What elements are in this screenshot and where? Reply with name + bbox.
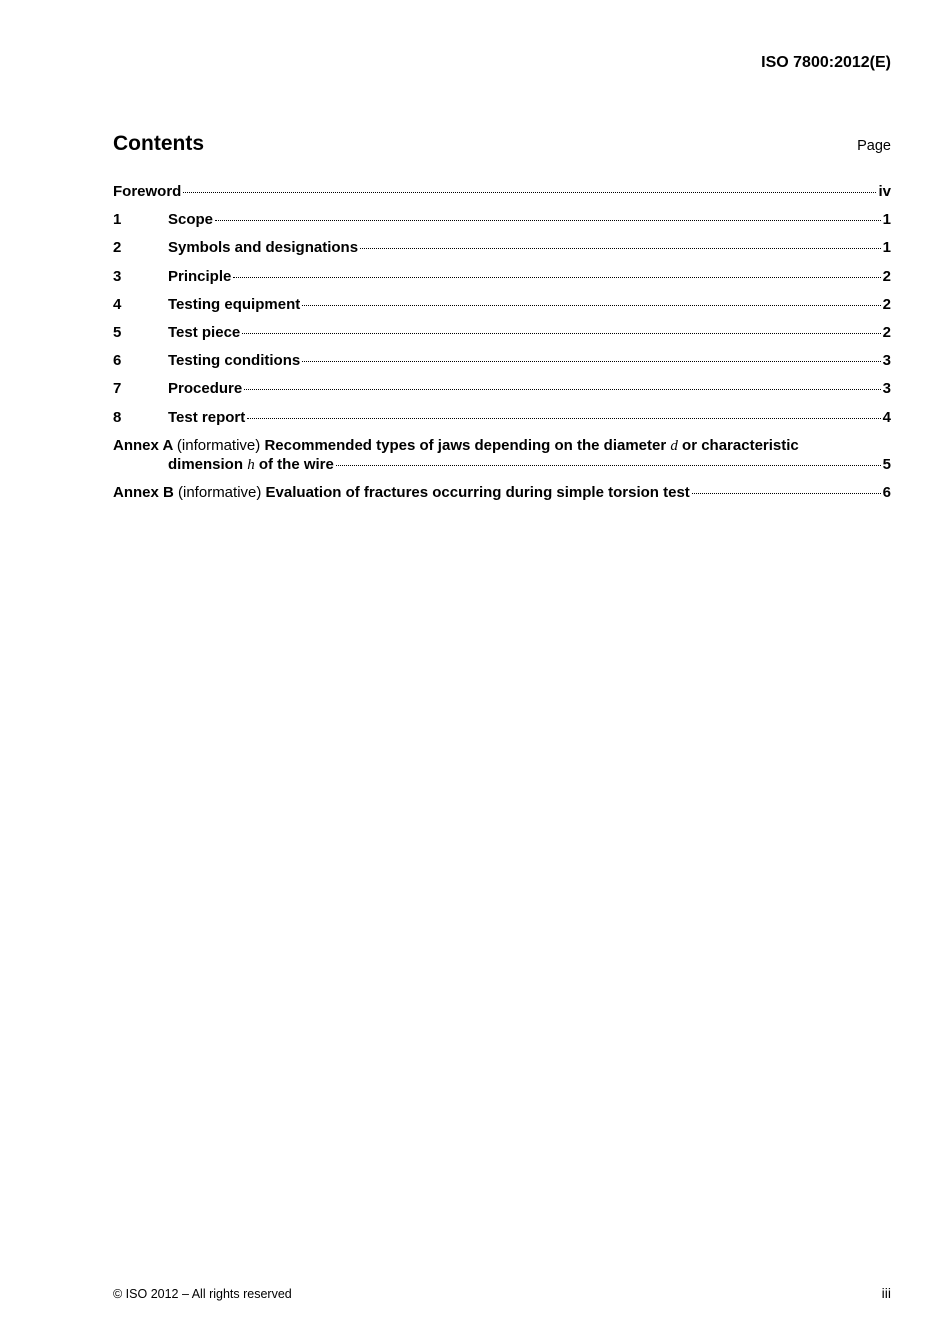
toc-entry-label: Test report (168, 408, 246, 426)
copyright-notice: © ISO 2012 – All rights reserved (113, 1287, 292, 1301)
toc-entry-label: Principle (168, 267, 232, 285)
toc-leader-dots (302, 361, 880, 362)
toc-entry-page: 2 (882, 323, 891, 341)
annex-title-continued: or characteristic (682, 436, 799, 454)
toc-entry-label: Procedure (168, 380, 243, 398)
annex-prefix: Annex A (113, 436, 173, 454)
toc-entry-label: Foreword (113, 183, 182, 200)
toc-entry-4[interactable] (113, 295, 891, 323)
toc-entry-page: 3 (882, 380, 891, 398)
toc-entry-2[interactable] (113, 238, 891, 266)
page-number: iii (881, 1285, 891, 1301)
toc-entry-page: iv (878, 183, 891, 200)
toc-entry-label: Testing conditions (168, 352, 301, 370)
variable-h: h (247, 456, 255, 473)
table-of-contents (113, 182, 891, 511)
toc-leader-dots (183, 192, 876, 193)
toc-entry-page: 5 (882, 455, 891, 473)
toc-entry-page: 4 (882, 408, 891, 426)
annex-title-word: of the wire (258, 455, 334, 473)
toc-leader-dots (247, 418, 880, 419)
toc-entry-6[interactable] (113, 351, 891, 379)
toc-leader-dots (692, 493, 881, 494)
document-id: ISO 7800:2012(E) (761, 54, 891, 71)
toc-entry-page: 1 (882, 239, 891, 257)
toc-leader-dots (215, 220, 881, 221)
toc-entry-7[interactable] (113, 379, 891, 407)
toc-entry-page: 6 (882, 483, 891, 501)
annex-title: Recommended types of jaws depending on the diameter (264, 436, 667, 454)
toc-entry-1[interactable] (113, 210, 891, 238)
variable-d: d (670, 437, 678, 454)
toc-entry-number: 3 (113, 267, 122, 285)
annex-title-word: dimension (168, 455, 244, 473)
toc-entry-label: Testing equipment (168, 295, 301, 313)
contents-title: Contents (113, 132, 204, 155)
toc-entry-annex-a[interactable] (113, 436, 891, 483)
toc-entry-label: Symbols and designations (168, 239, 359, 257)
toc-entry-page: 3 (882, 352, 891, 370)
annex-prefix: Annex B (113, 483, 174, 501)
annex-entry-label (113, 483, 690, 502)
toc-leader-dots (233, 277, 880, 278)
annex-type: (informative) (176, 436, 261, 454)
toc-entry-page: 1 (882, 211, 891, 229)
toc-leader-dots (360, 248, 881, 249)
toc-entry-foreword[interactable] (113, 182, 891, 210)
toc-leader-dots (244, 389, 880, 390)
toc-leader-dots (302, 305, 880, 306)
toc-entry-page: 2 (882, 295, 891, 313)
toc-leader-dots (242, 333, 880, 334)
toc-entry-8[interactable] (113, 408, 891, 436)
toc-entry-number: 2 (113, 239, 122, 257)
toc-leader-dots (336, 465, 881, 466)
toc-entry-number: 6 (113, 352, 122, 370)
toc-entry-annex-b[interactable] (113, 483, 891, 511)
toc-entry-label: Scope (168, 211, 214, 229)
toc-entry-number: 8 (113, 408, 122, 426)
toc-entry-number: 7 (113, 380, 122, 398)
toc-entry-page: 2 (882, 267, 891, 285)
annex-type: (informative) (178, 483, 262, 501)
toc-entry-5[interactable] (113, 323, 891, 351)
toc-entry-label: Test piece (168, 323, 241, 341)
annex-title: Evaluation of fractures occurring during simple torsion test (265, 483, 690, 501)
page-column-label: Page (857, 138, 891, 154)
toc-entry-number: 5 (113, 323, 122, 341)
toc-entry-number: 1 (113, 211, 122, 229)
annex-title-line2 (168, 455, 334, 475)
toc-entry-3[interactable] (113, 267, 891, 295)
toc-entry-number: 4 (113, 295, 122, 313)
